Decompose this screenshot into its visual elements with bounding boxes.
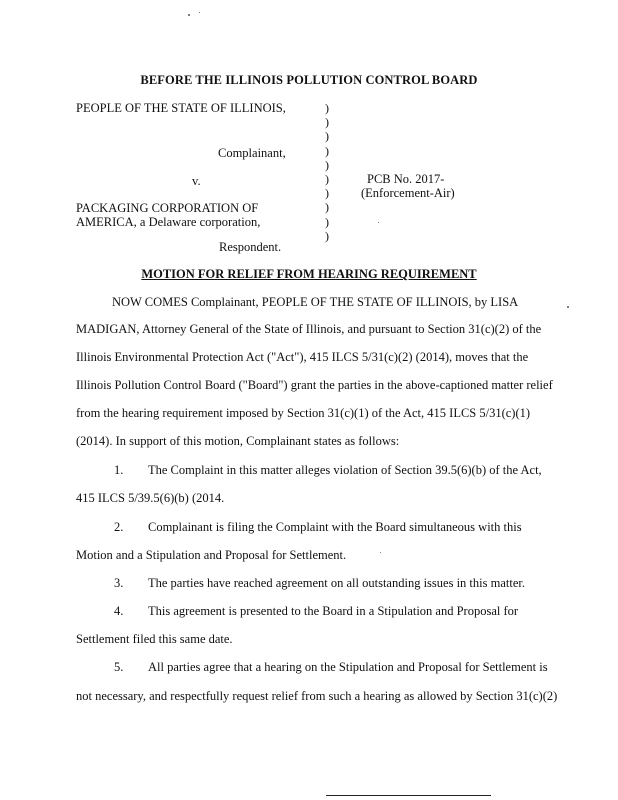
motion-title: MOTION FOR RELIEF FROM HEARING REQUIREMENT xyxy=(141,267,477,281)
item-text-line-2: Motion and a Stipulation and Proposal for Settlement. xyxy=(76,548,347,562)
item-text-line-1: The Complaint in this matter alleges violation of Section 39.5(6)(b) of the Act, xyxy=(148,463,542,477)
caption-paren: ) xyxy=(325,115,329,130)
item-number: 2. xyxy=(114,520,124,534)
caption-paren-column xyxy=(325,101,329,243)
intro-line: Illinois Environmental Protection Act ("Act"), 415 ILCS 5/31(c)(2) (2014), moves that the xyxy=(76,350,529,364)
item-number: 3. xyxy=(114,576,124,590)
caption-paren: ) xyxy=(325,200,329,215)
item-number: 5. xyxy=(114,660,124,674)
scan-speck xyxy=(188,14,190,16)
intro-line: MADIGAN, Attorney General of the State of Illinois, and pursuant to Section 31(c)(2) of the xyxy=(76,322,542,336)
plaintiff-name: PEOPLE OF THE STATE OF ILLINOIS, xyxy=(76,101,286,115)
item-text-line-2: 415 ILCS 5/39.5(6)(b) (2014. xyxy=(76,491,225,505)
board-title: BEFORE THE ILLINOIS POLLUTION CONTROL BOARD xyxy=(140,73,478,87)
defendant-line-2: AMERICA, a Delaware corporation, xyxy=(76,215,261,229)
caption-paren: ) xyxy=(325,157,329,172)
caption-paren: ) xyxy=(325,186,329,201)
intro-line: Illinois Pollution Control Board ("Board") grant the parties in the above-captioned matter relief xyxy=(76,378,553,392)
scan-speck xyxy=(199,12,200,13)
item-text-line-2: Settlement filed this same date. xyxy=(76,632,233,646)
versus: v. xyxy=(192,174,201,188)
item-number: 1. xyxy=(114,463,124,477)
plaintiff-role: Complainant, xyxy=(218,146,286,160)
caption-paren: ) xyxy=(325,129,329,144)
signature-line xyxy=(326,795,491,796)
case-type: (Enforcement-Air) xyxy=(361,186,455,200)
intro-line: (2014). In support of this motion, Complainant states as follows: xyxy=(76,434,400,448)
scan-speck xyxy=(380,552,381,553)
item-text-line-1: Complainant is filing the Complaint with the Board simultaneous with this xyxy=(148,520,522,534)
item-text-line-2: not necessary, and respectfully request relief from such a hearing as allowed by Section 31(c)(2) xyxy=(76,689,558,703)
item-text-line-1: All parties agree that a hearing on the Stipulation and Proposal for Settlement is xyxy=(148,660,548,674)
caption-paren: ) xyxy=(325,172,329,187)
case-number: PCB No. 2017- xyxy=(367,172,445,186)
caption-paren: ) xyxy=(325,101,329,115)
defendant-role: Respondent. xyxy=(219,240,282,254)
intro-line: NOW COMES Complainant, PEOPLE OF THE STATE OF ILLINOIS, by LISA xyxy=(112,295,519,309)
item-text-line-1: The parties have reached agreement on all outstanding issues in this matter. xyxy=(148,576,525,590)
scan-speck xyxy=(567,306,569,308)
item-text-line-1: This agreement is presented to the Board in a Stipulation and Proposal for xyxy=(148,604,519,618)
caption-paren: ) xyxy=(325,228,329,243)
caption-paren: ) xyxy=(325,143,329,158)
scan-speck xyxy=(378,222,379,223)
item-number: 4. xyxy=(114,604,124,618)
caption-paren: ) xyxy=(325,214,329,229)
defendant-line-1: PACKAGING CORPORATION OF xyxy=(76,201,259,215)
intro-line: from the hearing requirement imposed by Section 31(c)(1) of the Act, 415 ILCS 5/31(c)(1) xyxy=(76,406,531,420)
